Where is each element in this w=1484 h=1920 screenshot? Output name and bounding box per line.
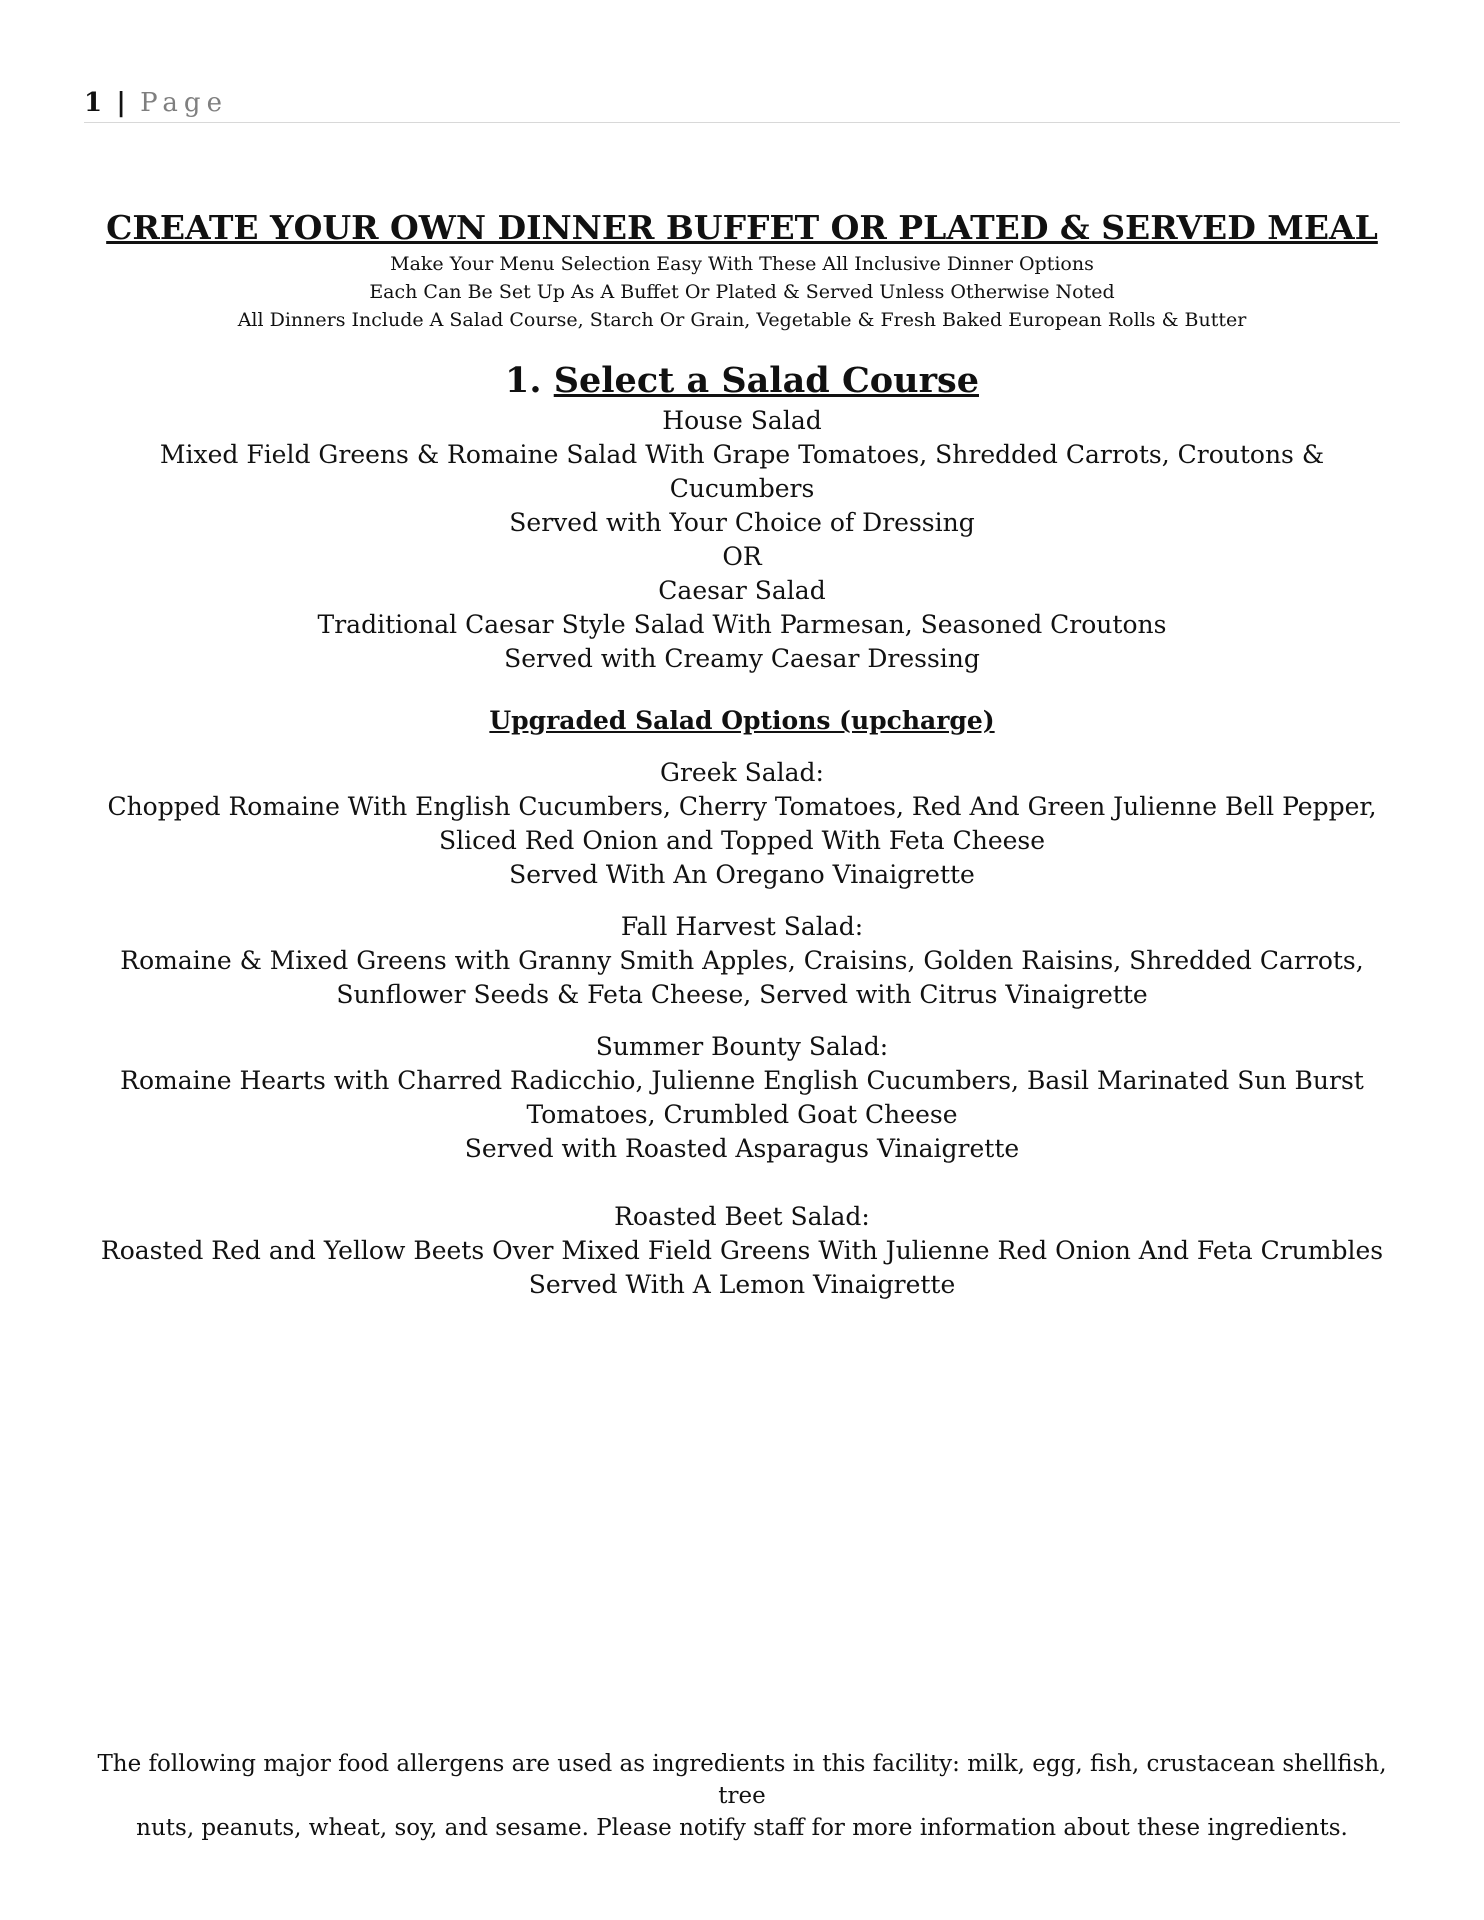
caesar-salad-desc: Traditional Caesar Style Salad With Parmesan, Seasoned Croutons — [317, 610, 1167, 639]
allergen-notice — [90, 1748, 1394, 1844]
salad-desc-line: Served With An Oregano Vinaigrette — [509, 860, 975, 889]
caesar-salad-dressing: Served with Creamy Caesar Dressing — [504, 644, 980, 673]
salad-desc-line: Romaine Hearts with Charred Radicchio, Julienne English Cucumbers, Basil Marinated Sun Burst — [120, 1066, 1364, 1095]
page-header — [84, 88, 1400, 123]
menu-content — [90, 206, 1394, 1320]
salad-name: Greek Salad: — [660, 758, 824, 787]
allergen-line-2: nuts, peanuts, wheat, soy, and sesame. Please notify staff for more information about these ingredients. — [136, 1815, 1348, 1841]
greek-salad — [90, 756, 1394, 892]
page-separator: | — [116, 88, 127, 118]
base-salads — [90, 404, 1394, 676]
salad-name: Fall Harvest Salad: — [620, 912, 864, 941]
salad-name: Roasted Beet Salad: — [614, 1202, 870, 1231]
salad-desc-line: Served With A Lemon Vinaigrette — [528, 1270, 956, 1299]
intro-line-3: All Dinners Include A Salad Course, Starch Or Grain, Vegetable & Fresh Baked European Rolls & Butter — [237, 309, 1247, 331]
salad-desc-line: Chopped Romaine With English Cucumbers, Cherry Tomatoes, Red And Green Julienne Bell Pepper, — [107, 792, 1377, 821]
salad-desc-line: Sunflower Seeds & Feta Cheese, Served with Citrus Vinaigrette — [336, 980, 1148, 1009]
fall-harvest-salad — [90, 910, 1394, 1012]
page-title: CREATE YOUR OWN DINNER BUFFET OR PLATED & SERVED MEAL — [106, 208, 1378, 247]
salad-desc-line: Roasted Red and Yellow Beets Over Mixed Field Greens With Julienne Red Onion And Feta Crumbles — [100, 1236, 1384, 1265]
page-number: 1 — [84, 88, 104, 118]
section-heading — [90, 358, 1394, 404]
house-salad-dressing: Served with Your Choice of Dressing — [509, 508, 975, 537]
salad-desc-line: Served with Roasted Asparagus Vinaigrette — [464, 1134, 1020, 1163]
section-title: Select a Salad Course — [553, 360, 979, 401]
house-salad-desc: Mixed Field Greens & Romaine Salad With Grape Tomatoes, Shredded Carrots, Croutons & Cucumbers — [159, 440, 1325, 503]
summer-bounty-salad — [90, 1030, 1394, 1166]
salad-name: Summer Bounty Salad: — [595, 1032, 889, 1061]
salad-desc-line: Romaine & Mixed Greens with Granny Smith Apples, Craisins, Golden Raisins, Shredded Carrots, — [120, 946, 1364, 975]
upgraded-options-title: Upgraded Salad Options (upcharge) — [489, 706, 995, 735]
or-divider: OR — [722, 542, 762, 571]
roasted-beet-salad — [90, 1200, 1394, 1302]
page-label: Page — [140, 88, 228, 118]
house-salad-name: House Salad — [662, 406, 822, 435]
intro-line-2: Each Can Be Set Up As A Buffet Or Plated & Served Unless Otherwise Noted — [369, 281, 1115, 303]
salad-desc-line: Tomatoes, Crumbled Goat Cheese — [526, 1100, 958, 1129]
salad-desc-line: Sliced Red Onion and Topped With Feta Cheese — [438, 826, 1046, 855]
caesar-salad-name: Caesar Salad — [658, 576, 826, 605]
allergen-line-1: The following major food allergens are used as ingredients in this facility: milk, egg, fish, crustacean shellfish, tree — [97, 1751, 1387, 1809]
intro-line-1: Make Your Menu Selection Easy With These All Inclusive Dinner Options — [390, 253, 1094, 275]
section-number: 1. — [504, 360, 542, 401]
